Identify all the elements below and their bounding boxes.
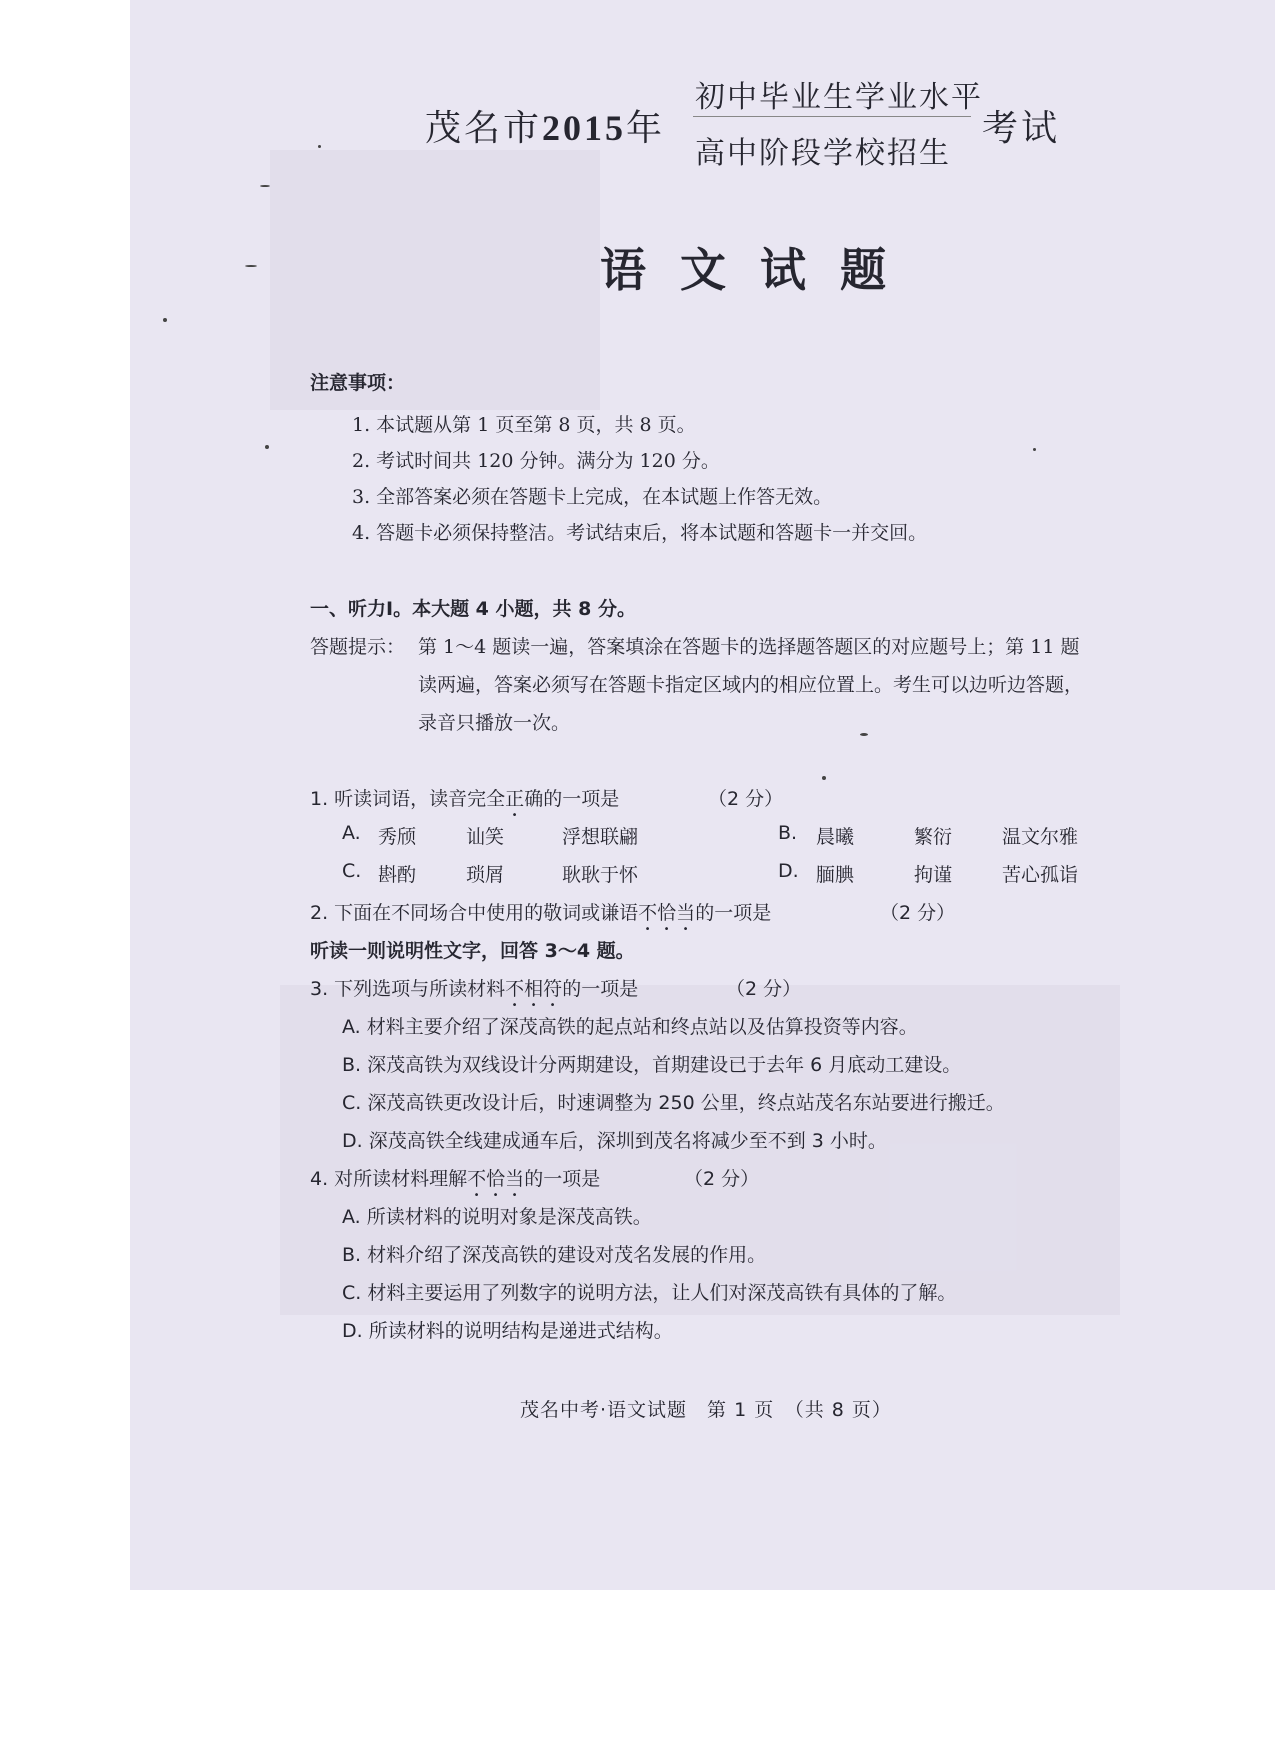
q3-option-c: C. 深茂高铁更改设计后，时速调整为 250 公里，终点站茂名东站要进行搬迁。 <box>342 1092 1005 1114</box>
emphasis-text: 不相符 <box>505 978 563 1000</box>
option-d-label: D. <box>778 860 799 882</box>
q3-option-b: B. 深茂高铁为双线设计分两期建设，首期建设已于去年 6 月底动工建设。 <box>342 1054 962 1076</box>
exam-suffix: 考试 <box>982 108 1061 149</box>
stem-text: 的一项是 <box>695 902 772 924</box>
scan-speck <box>860 733 868 736</box>
exam-type-line-2: 高中阶段学校招生 <box>695 136 951 171</box>
option-d-word: 拘谨 <box>914 864 953 886</box>
q4-option-d: D. 所读材料的说明结构是递进式结构。 <box>342 1320 673 1342</box>
q4-option-a: A. 所读材料的说明对象是深茂高铁。 <box>342 1206 652 1228</box>
note-item: 2. 考试时间共 120 分钟。满分为 120 分。 <box>352 450 720 472</box>
year-suffix: 年 <box>626 108 666 149</box>
question-4-score: （2 分） <box>684 1168 760 1190</box>
stem-text: 的一项是 <box>562 978 639 1000</box>
hint-line: 读两遍，答案必须写在答题卡指定区域内的相应位置上。考生可以边听边答题， <box>418 674 1084 696</box>
scan-speck <box>245 265 257 267</box>
q3-option-a: A. 材料主要介绍了深茂高铁的起点站和终点站以及估算投资等内容。 <box>342 1016 918 1038</box>
question-1-score: （2 分） <box>708 788 784 810</box>
city-name: 茂名市 <box>425 108 543 149</box>
notes-heading: 注意事项： <box>310 372 406 394</box>
q4-option-b: B. 材料介绍了深茂高铁的建设对茂名发展的作用。 <box>342 1244 767 1266</box>
exam-type-divider <box>693 116 971 117</box>
stem-text: 确的一项是 <box>524 788 620 810</box>
stem-text: 1. 听读词语，读音完全 <box>310 788 506 810</box>
scan-speck <box>318 145 321 148</box>
scan-speck <box>265 445 269 449</box>
question-3-stem <box>310 974 638 1011</box>
stem-text: 4. 对所读材料理解 <box>310 1168 468 1190</box>
page-footer: 茂名中考·语文试题 第 1 页 （共 8 页） <box>520 1399 892 1421</box>
option-b-word: 繁衍 <box>914 826 953 848</box>
question-2-score: （2 分） <box>880 902 956 924</box>
option-a-word: 浮想联翩 <box>562 826 639 848</box>
listening-intro: 听读一则说明性文字，回答 3～4 题。 <box>310 940 635 962</box>
scan-speck <box>163 318 167 322</box>
option-c-word: 斟酌 <box>378 864 417 886</box>
question-3-score: （2 分） <box>726 978 802 1000</box>
scan-speck <box>260 185 270 187</box>
option-c-word: 琐屑 <box>466 864 505 886</box>
emphasis-text: 正 <box>505 788 525 810</box>
emphasis-text: 不恰当 <box>467 1168 525 1190</box>
option-d-word: 腼腆 <box>816 864 855 886</box>
option-c-label: C. <box>342 860 362 882</box>
emphasis-text: 不恰当 <box>638 902 696 924</box>
option-a-word: 秀颀 <box>378 826 417 848</box>
exam-type-line-1: 初中毕业生学业水平 <box>695 80 983 115</box>
subject-title: 语文试题 <box>600 243 920 297</box>
scan-speck <box>1033 448 1036 451</box>
option-b-word: 晨曦 <box>816 826 855 848</box>
note-item: 1. 本试题从第 1 页至第 8 页，共 8 页。 <box>352 414 696 436</box>
stem-text: 2. 下面在不同场合中使用的敬词或谦语 <box>310 902 639 924</box>
exam-year: 2015 <box>542 108 627 148</box>
note-item: 4. 答题卡必须保持整洁。考试结束后，将本试题和答题卡一并交回。 <box>352 522 928 544</box>
option-b-word: 温文尔雅 <box>1002 826 1079 848</box>
question-2-stem <box>310 898 771 935</box>
option-a-word: 讪笑 <box>466 826 505 848</box>
hint-line: 第 1～4 题读一遍，答案填涂在答题卡的选择题答题区的对应题号上；第 11 题 <box>418 636 1080 658</box>
question-4-stem <box>310 1164 600 1201</box>
option-b-label: B. <box>778 822 798 844</box>
scan-speck <box>822 776 826 780</box>
hint-line: 录音只播放一次。 <box>418 712 571 734</box>
section-heading: 一、听力Ⅰ。本大题 4 小题，共 8 分。 <box>310 598 636 620</box>
q3-option-d: D. 深茂高铁全线建成通车后，深圳到茂名将减少至不到 3 小时。 <box>342 1130 887 1152</box>
stem-text: 3. 下列选项与所读材料 <box>310 978 506 1000</box>
stem-text: 的一项是 <box>524 1168 601 1190</box>
option-d-word: 苦心孤诣 <box>1002 864 1079 886</box>
question-1-stem <box>310 784 619 821</box>
option-a-label: A. <box>342 822 361 844</box>
q4-option-c: C. 材料主要运用了列数字的说明方法，让人们对深茂高铁有具体的了解。 <box>342 1282 957 1304</box>
hint-label: 答题提示： <box>310 636 406 658</box>
option-c-word: 耿耿于怀 <box>562 864 639 886</box>
header-city-year <box>425 100 665 151</box>
note-item: 3. 全部答案必须在答题卡上完成，在本试题上作答无效。 <box>352 486 833 508</box>
